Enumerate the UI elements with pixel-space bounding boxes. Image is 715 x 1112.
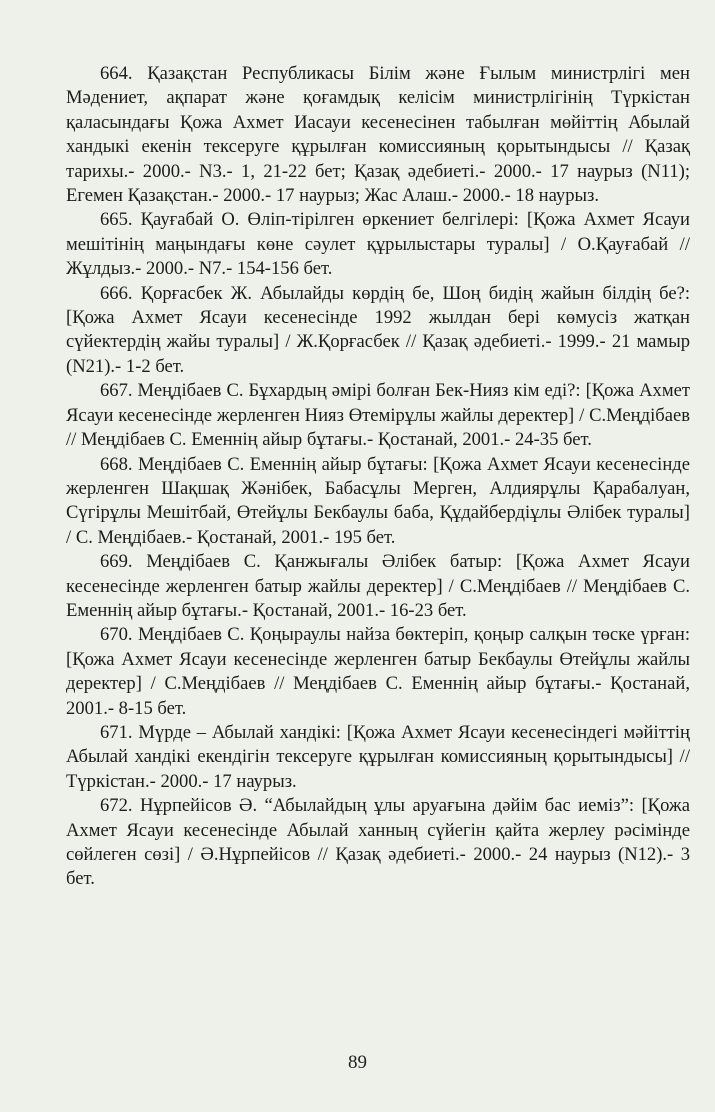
page-number: 89 [348,1052,367,1073]
entry-672: 672. Нұрпейісов Ә. “Абылайдың ұлы аруағына дәйім бас иеміз”: [Қожа Ахмет Ясауи кесенесінде Абылай ханның сүйегін қайта жерлеу рәсімінде сөйлеген сөзі] / Ә.Нұрпейісов // Қазақ әдебиеті.- 2000.- 24 наурыз (N12).- 3 бет. [66,795,690,890]
entry-664: 664. Қазақстан Республикасы Білім және Ғылым министрлігі мен Мәдениет, ақпарат және қоғамдық келісім министрлігінің Түркістан қаласындағы Қожа Ахмет Иасауи кесенесінен табылған мөйіттің Абылай хандыкі екенін тексеруге құрылған комиссияның қорытындысы // Қазақ тарихы.- 2000.- N3.- 1, 21-22 бет; Қазақ әдебиеті.- 2000.- 17 наурыз (N11); Егемен Қазақстан.- 2000.- 17 наурыз; Жас Алаш.- 2000.- 18 наурыз. [66,63,690,207]
bibliography-list [66,62,690,892]
entry-665: 665. Қауғабай О. Өліп-тірілген өркениет белгілері: [Қожа Ахмет Ясауи мешітінің маңындағы көне сәулет құрылыстары туралы] / О.Қауғабай // Жұлдыз.- 2000.- N7.- 154-156 бет. [66,209,690,280]
entry-670: 670. Меңдібаев С. Қоңыраулы найза бөктеріп, қоңыр салқын төске үрған: [Қожа Ахмет Ясауи кесенесінде жерленген батыр Бекбаулы Өтейұлы жайлы деректер] / С.Меңдібаев // Меңдібаев С. Еменнің айыр бұтағы.- Қостанай, 2001.- 8-15 бет. [66,624,690,719]
entry-666: 666. Қорғасбек Ж. Абылайды көрдің бе, Шоң бидің жайын білдің бе?: [Қожа Ахмет Ясауи кесенесінде 1992 жылдан бері көмусіз жатқан сүйектердің жайы туралы] / Ж.Қорғасбек // Қазақ әдебиеті.- 1999.- 21 мамыр (N21).- 1-2 бет. [66,282,690,377]
entry-668: 668. Меңдібаев С. Еменнің айыр бұтағы: [Қожа Ахмет Ясауи кесенесінде жерленген Шақшақ Жәнібек, Бабасұлы Мерген, Алдиярұлы Қарабалуан, Сүгірұлы Мешітбай, Өтейұлы Бекбаулы баба, Құдайбердіұлы Әлібек туралы] / С. Меңдібаев.- Қостанай, 2001.- 195 бет. [66,453,690,548]
entry-669: 669. Меңдібаев С. Қанжығалы Әлібек батыр: [Қожа Ахмет Ясауи кесенесінде жерленген батыр жайлы деректер] / С.Меңдібаев // Меңдібаев С. Еменнің айыр бұтағы.- Қостанай, 2001.- 16-23 бет. [66,551,690,621]
entry-667: 667. Меңдібаев С. Бұхардың әмірі болған Бек-Нияз кім еді?: [Қожа Ахмет Ясауи кесенесінде жерленген Нияз Өтемірұлы жайлы деректер] / С.Меңдібаев // Меңдібаев С. Еменнің айыр бұтағы.- Қостанай, 2001.- 24-35 бет. [66,380,690,451]
entry-671: 671. Мүрде – Абылай хандікі: [Қожа Ахмет Ясауи кесенесіндегі мәйіттің Абылай хандікі екендігін тексеруге құрылған комиссияның қорытындысы] // Түркістан.- 2000.- 17 наурыз. [66,721,690,792]
